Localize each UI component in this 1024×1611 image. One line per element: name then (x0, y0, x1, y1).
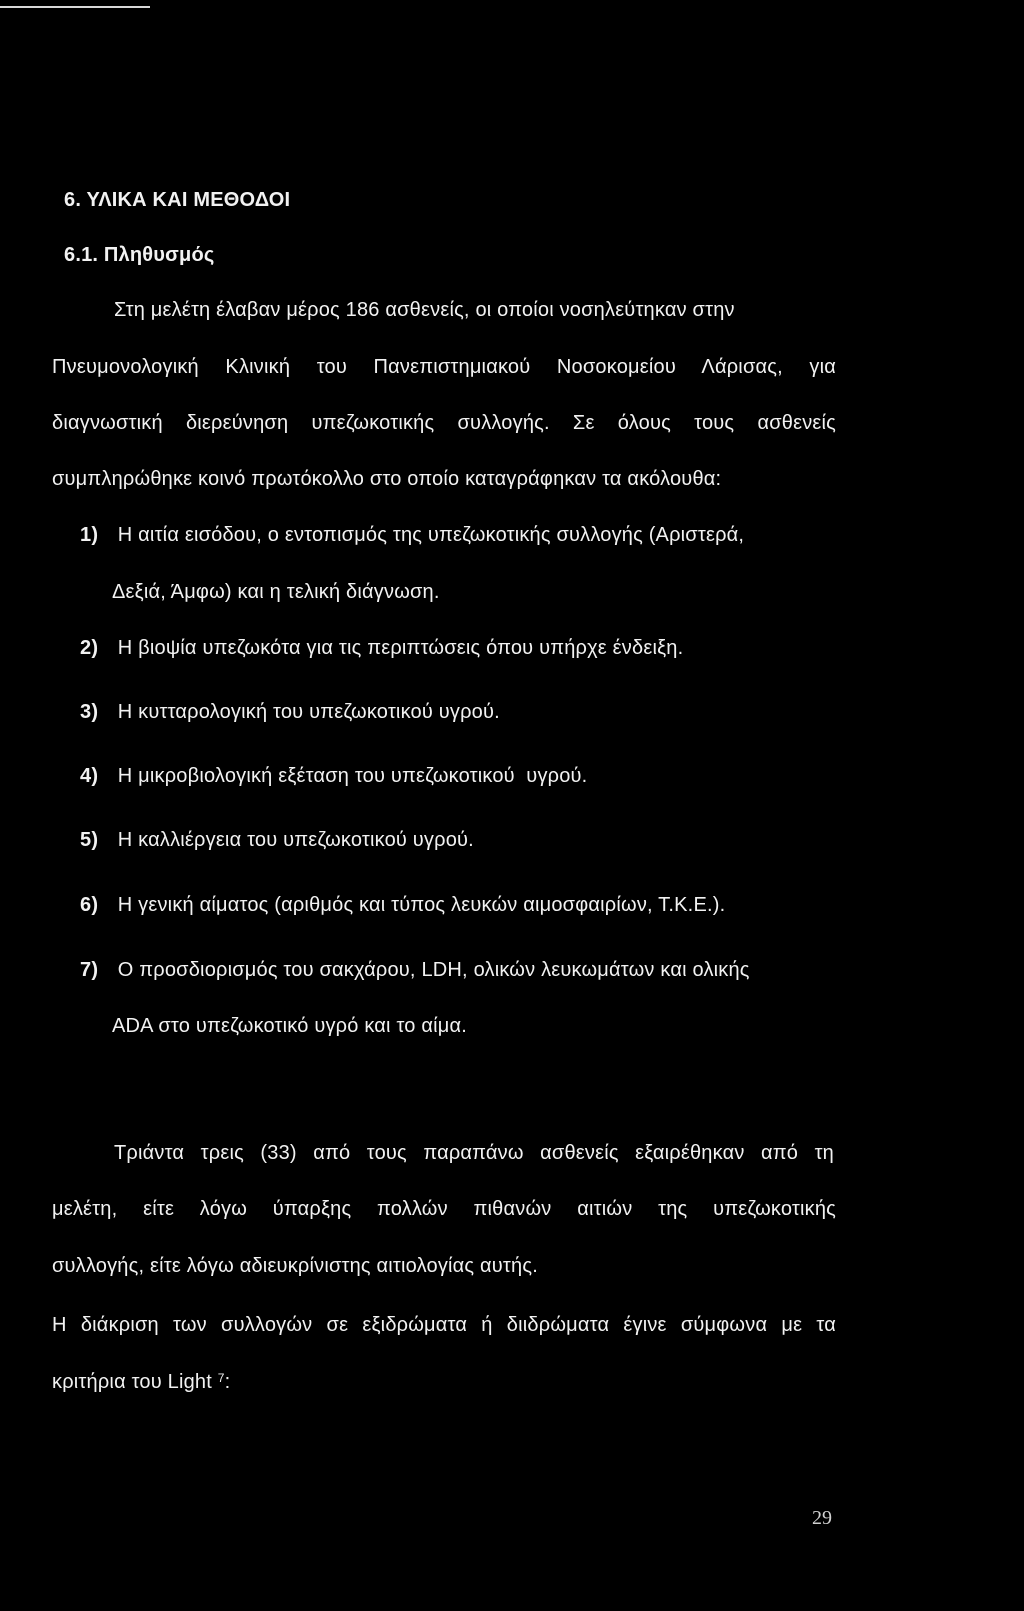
list-item-7 (80, 958, 836, 982)
page-number: 29 (812, 1507, 832, 1529)
list-number: 3) (80, 701, 99, 723)
exclusion-line-3: συλλογής, είτε λόγω αδιευκρίνιστης αιτιολογίας αυτής. (52, 1255, 538, 1277)
list-text: Η μικροβιολογική εξέταση του υπεζωκοτικού υγρού. (117, 765, 588, 787)
list-item-1 (80, 523, 744, 547)
list-item-3 (80, 700, 500, 724)
criteria-text: κριτήρια του Light (52, 1371, 212, 1393)
section-title: 6. ΥΛΙΚΑ ΚΑΙ ΜΕΘΟΔΟΙ (64, 189, 291, 211)
list-number: 2) (80, 637, 99, 659)
criteria-line-2 (52, 1370, 230, 1394)
section-subtitle: 6.1. Πληθυσμός (64, 244, 215, 266)
list-number: 6) (80, 894, 99, 916)
top-rule (0, 6, 150, 8)
list-text: Η αιτία εισόδου, ο εντοπισμός της υπεζωκοτικής συλλογής (Αριστερά, (117, 524, 745, 546)
list-item-7-cont: ADA στο υπεζωκοτικό υγρό και το αίμα. (112, 1015, 467, 1037)
list-item-4 (80, 764, 587, 788)
list-text: Ο προσδιορισμός του σακχάρου, LDH, ολικών λευκωμάτων και ολικής (117, 959, 750, 981)
list-item-2 (80, 636, 683, 660)
list-item-6 (80, 893, 725, 917)
intro-line-text: Στη μελέτη έλαβαν μέρος 186 ασθενείς, οι οποίοι νοσηλεύτηκαν στην (114, 299, 735, 321)
exclusion-line-2: μελέτη, είτε λόγω ύπαρξης πολλών πιθανών αιτιών της υπεζωκοτικής (52, 1198, 836, 1220)
list-number: 1) (80, 524, 99, 546)
list-number: 4) (80, 765, 99, 787)
list-number: 5) (80, 829, 99, 851)
criteria-colon: : (224, 1371, 231, 1393)
list-item-5 (80, 828, 474, 852)
exclusion-line-1: Τριάντα τρεις (33) από τους παραπάνω ασθενείς εξαιρέθηκαν από τη (114, 1142, 834, 1164)
list-text: Η καλλιέργεια του υπεζωκοτικού υγρού. (117, 829, 474, 851)
intro-line-2: Πνευμονολογική Κλινική του Πανεπιστημιακού Νοσοκομείου Λάρισας, για (52, 356, 836, 378)
list-item-1-cont: Δεξιά, Άμφω) και η τελική διάγνωση. (112, 581, 440, 603)
intro-line-4: συμπληρώθηκε κοινό πρωτόκολλο στο οποίο καταγράφηκαν τα ακόλουθα: (52, 468, 722, 490)
list-text: Η βιοψία υπεζωκότα για τις περιπτώσεις όπου υπήρχε ένδειξη. (117, 637, 684, 659)
list-text: Η γενική αίματος (αριθμός και τύπος λευκών αιμοσφαιρίων, Τ.Κ.Ε.). (117, 894, 726, 916)
list-text: Η κυτταρολογική του υπεζωκοτικού υγρού. (117, 701, 500, 723)
criteria-line-1: Η διάκριση των συλλογών σε εξιδρώματα ή διιδρώματα έγινε σύμφωνα με τα (52, 1314, 836, 1336)
list-number: 7) (80, 959, 99, 981)
citation-reference: 7 (217, 1371, 225, 1385)
intro-line-3: διαγνωστική διερεύνηση υπεζωκοτικής συλλογής. Σε όλους τους ασθενείς (52, 412, 836, 434)
intro-line-1 (114, 298, 834, 322)
